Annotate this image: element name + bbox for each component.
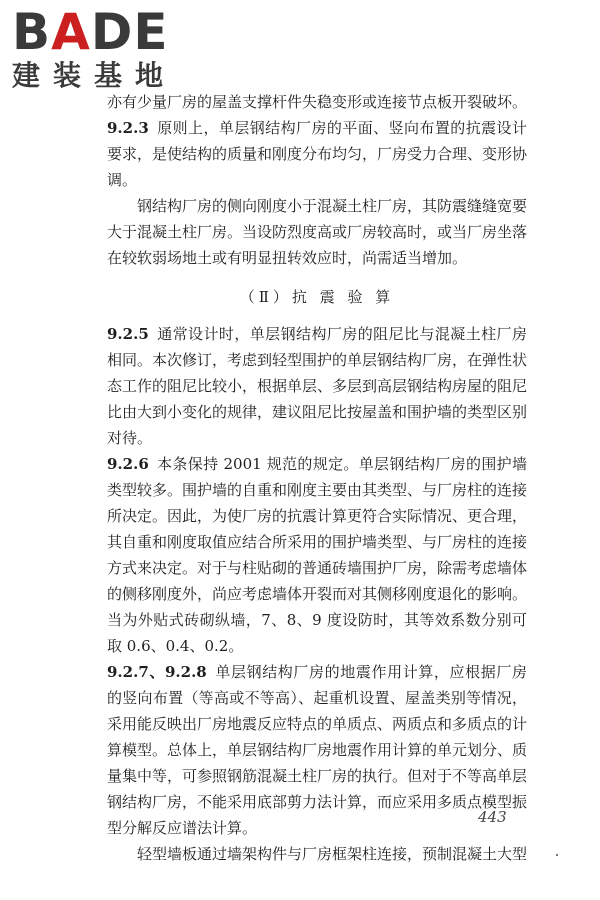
section-title: （Ⅱ）抗 震 验 算 bbox=[239, 288, 395, 306]
clause-number: 9.2.7、9.2.8 bbox=[107, 663, 207, 681]
last-line: 轻型墙板通过墙架构件与厂房框架柱连接，预制混凝土大型 bbox=[137, 845, 528, 863]
clause-9-2-6 bbox=[107, 451, 527, 659]
clause-number: 9.2.6 bbox=[107, 455, 149, 473]
paragraph-9-2-3-b: 钢结构厂房的侧向刚度小于混凝土柱厂房，其防震缝缝宽要大于混凝土柱厂房。当设防烈度高或厂房较高时，或当厂房坐落在较软弱场地土或有明显扭转效应时，尚需适当增加。 bbox=[107, 197, 528, 267]
clause-9-2-5 bbox=[107, 321, 527, 451]
clause-text: 单层钢结构厂房的地震作用计算，应根据厂房的竖向布置（等高或不等高）、起重机设置、屋盖类别等情况，采用能反映出厂房地震反应特点的单质点、两质点和多质点的计算模型。总体上，单层钢结构厂房地震作用计算的单元划分、质量集中等，可参照钢筋混凝土柱厂房的执行。但对于不等高单层钢结构厂房，不能采用底部剪力法计算，而应采用多质点模型振型分解反应谱法计算。 bbox=[107, 663, 528, 837]
bade-logo bbox=[12, 3, 182, 96]
page-number: 443 bbox=[478, 808, 507, 826]
clause-9-2-3 bbox=[107, 115, 527, 193]
clause-text: 本条保持 2001 规范的规定。单层钢结构厂房的围护墙类型较多。围护墙的自重和刚度主要由其类型、与厂房柱的连接所决定。因此，为使厂房的抗震计算更符合实际情况、更合理，其自重和刚度取值应结合所采用的围护墙类型、与厂房柱的连接方式来决定。对于与柱贴砌的普通砖墙围护厂房，除需考虑墙体的侧移刚度外，尚应考虑墙体开裂而对其侧移刚度退化的影响。当为外贴式砖砌纵墙，7、8、9 度设防时，其等效系数分别可取 0.6、0.4、0.2。 bbox=[107, 455, 528, 655]
logo-wordmark: BADE bbox=[12, 3, 169, 61]
clause-number: 9.2.3 bbox=[107, 119, 149, 137]
logo-subtitle: 建装基地 bbox=[12, 59, 177, 92]
clause-text: 通常设计时，单层钢结构厂房的阻尼比与混凝土柱厂房相同。本次修订，考虑到轻型围护的单层钢结构厂房，在弹性状态工作的阻尼比较小，根据单层、多层到高层钢结构房屋的阻尼比由大到小变化的规律，建议阻尼比按屋盖和围护墙的类型区别对待。 bbox=[107, 325, 528, 447]
clause-text: 原则上，单层钢结构厂房的平面、竖向布置的抗震设计要求，是使结构的质量和刚度分布均匀，厂房受力合理、变形协调。 bbox=[107, 119, 528, 189]
scan-dot bbox=[556, 854, 558, 856]
clause-number: 9.2.5 bbox=[107, 325, 149, 343]
top-fragment: 亦有少量厂房的屋盖支撑杆件失稳变形或连接节点板开裂破坏。 bbox=[107, 93, 528, 111]
page-text bbox=[107, 89, 527, 867]
clause-9-2-7-9-2-8 bbox=[107, 659, 527, 841]
